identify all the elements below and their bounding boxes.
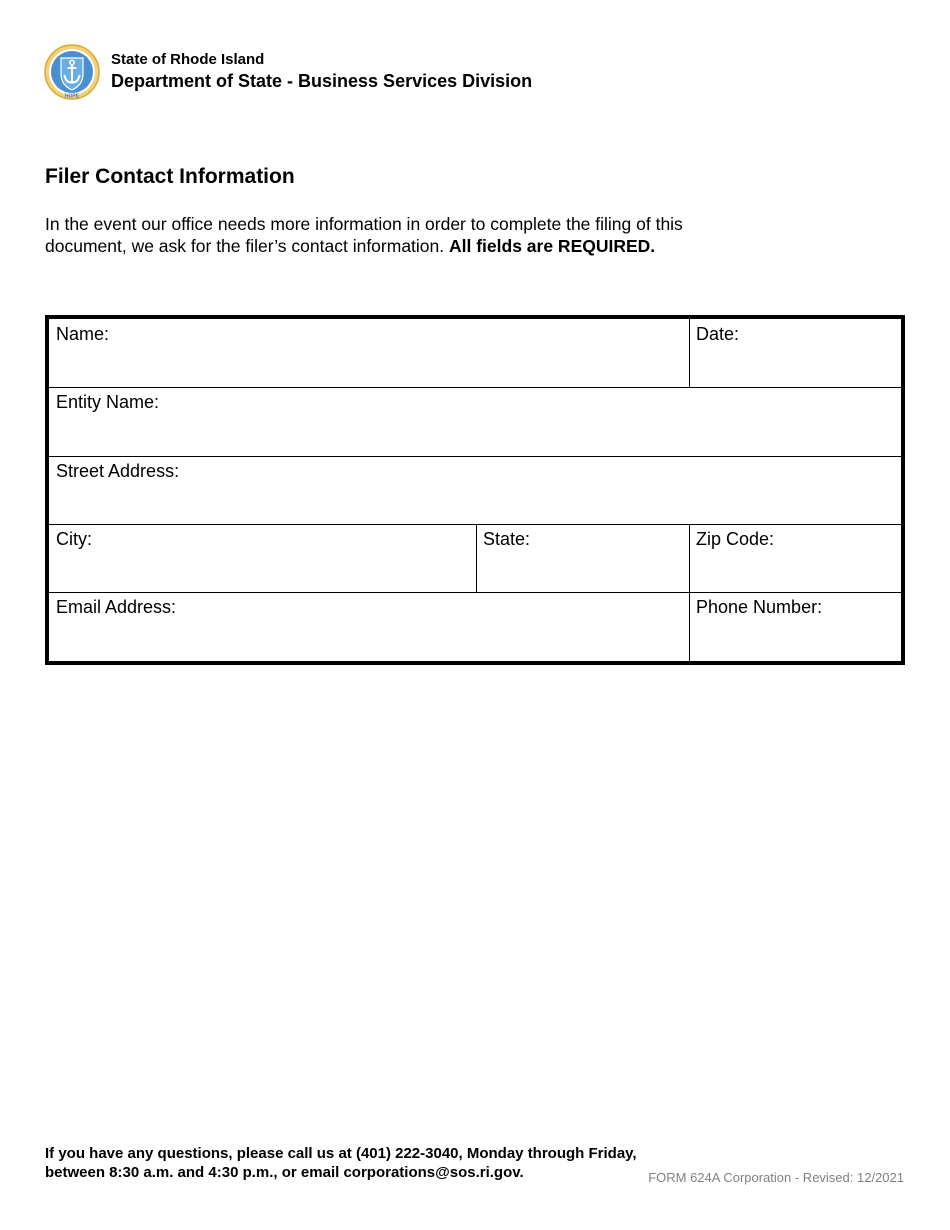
phone-number-label: Phone Number: bbox=[696, 597, 823, 617]
state-label: State: bbox=[483, 529, 531, 549]
name-field[interactable] bbox=[56, 357, 682, 381]
footer-contact-info: If you have any questions, please call us at (401) 222-3040, Monday through Friday, between 8:30 a.m. and 4:30 p.m., or email corporations@sos.ri.gov. bbox=[45, 1145, 637, 1181]
state-cell[interactable] bbox=[476, 524, 689, 592]
date-label: Date: bbox=[696, 324, 740, 344]
column-divider bbox=[689, 319, 690, 387]
state-field[interactable] bbox=[483, 562, 682, 586]
city-label: City: bbox=[56, 529, 92, 549]
form-identifier: FORM 624A Corporation - Revised: 12/2021 bbox=[648, 1170, 904, 1185]
street-address-cell[interactable] bbox=[49, 456, 901, 524]
org-name: State of Rhode Island bbox=[111, 51, 265, 68]
row-divider bbox=[49, 592, 901, 593]
phone-number-cell[interactable] bbox=[689, 592, 901, 661]
email-address-cell[interactable] bbox=[49, 592, 689, 661]
zip-code-label: Zip Code: bbox=[696, 529, 775, 549]
filer-contact-form bbox=[45, 315, 905, 665]
city-field[interactable] bbox=[56, 562, 469, 586]
entity-name-field[interactable] bbox=[56, 425, 894, 449]
column-divider bbox=[689, 524, 690, 661]
entity-name-label: Entity Name: bbox=[56, 392, 160, 412]
division-name: Department of State - Business Services Division bbox=[111, 71, 533, 91]
date-cell[interactable] bbox=[689, 319, 901, 387]
date-field[interactable] bbox=[696, 357, 894, 381]
rhode-island-seal-icon bbox=[44, 44, 100, 100]
street-address-field[interactable] bbox=[56, 494, 894, 518]
row-divider bbox=[49, 456, 901, 457]
name-cell[interactable] bbox=[49, 319, 689, 387]
entity-name-cell[interactable] bbox=[49, 387, 901, 455]
zip-code-field[interactable] bbox=[696, 562, 894, 586]
column-divider bbox=[476, 524, 477, 592]
phone-number-field[interactable] bbox=[696, 631, 894, 655]
row-divider bbox=[49, 387, 901, 388]
street-address-label: Street Address: bbox=[56, 461, 180, 481]
email-address-field[interactable] bbox=[56, 631, 682, 655]
email-address-label: Email Address: bbox=[56, 597, 177, 617]
intro-paragraph bbox=[45, 213, 765, 257]
row-divider bbox=[49, 524, 901, 525]
page-title: Filer Contact Information bbox=[45, 165, 295, 188]
zip-code-cell[interactable] bbox=[689, 524, 901, 592]
required-notice: All fields are REQUIRED. bbox=[449, 236, 656, 256]
seal-motto: HOPE bbox=[64, 93, 80, 100]
intro-text: In the event our office needs more information in order to complete the filing of this document, we ask for the filer’s contact information. bbox=[45, 214, 683, 256]
city-cell[interactable] bbox=[49, 524, 476, 592]
name-label: Name: bbox=[56, 324, 110, 344]
